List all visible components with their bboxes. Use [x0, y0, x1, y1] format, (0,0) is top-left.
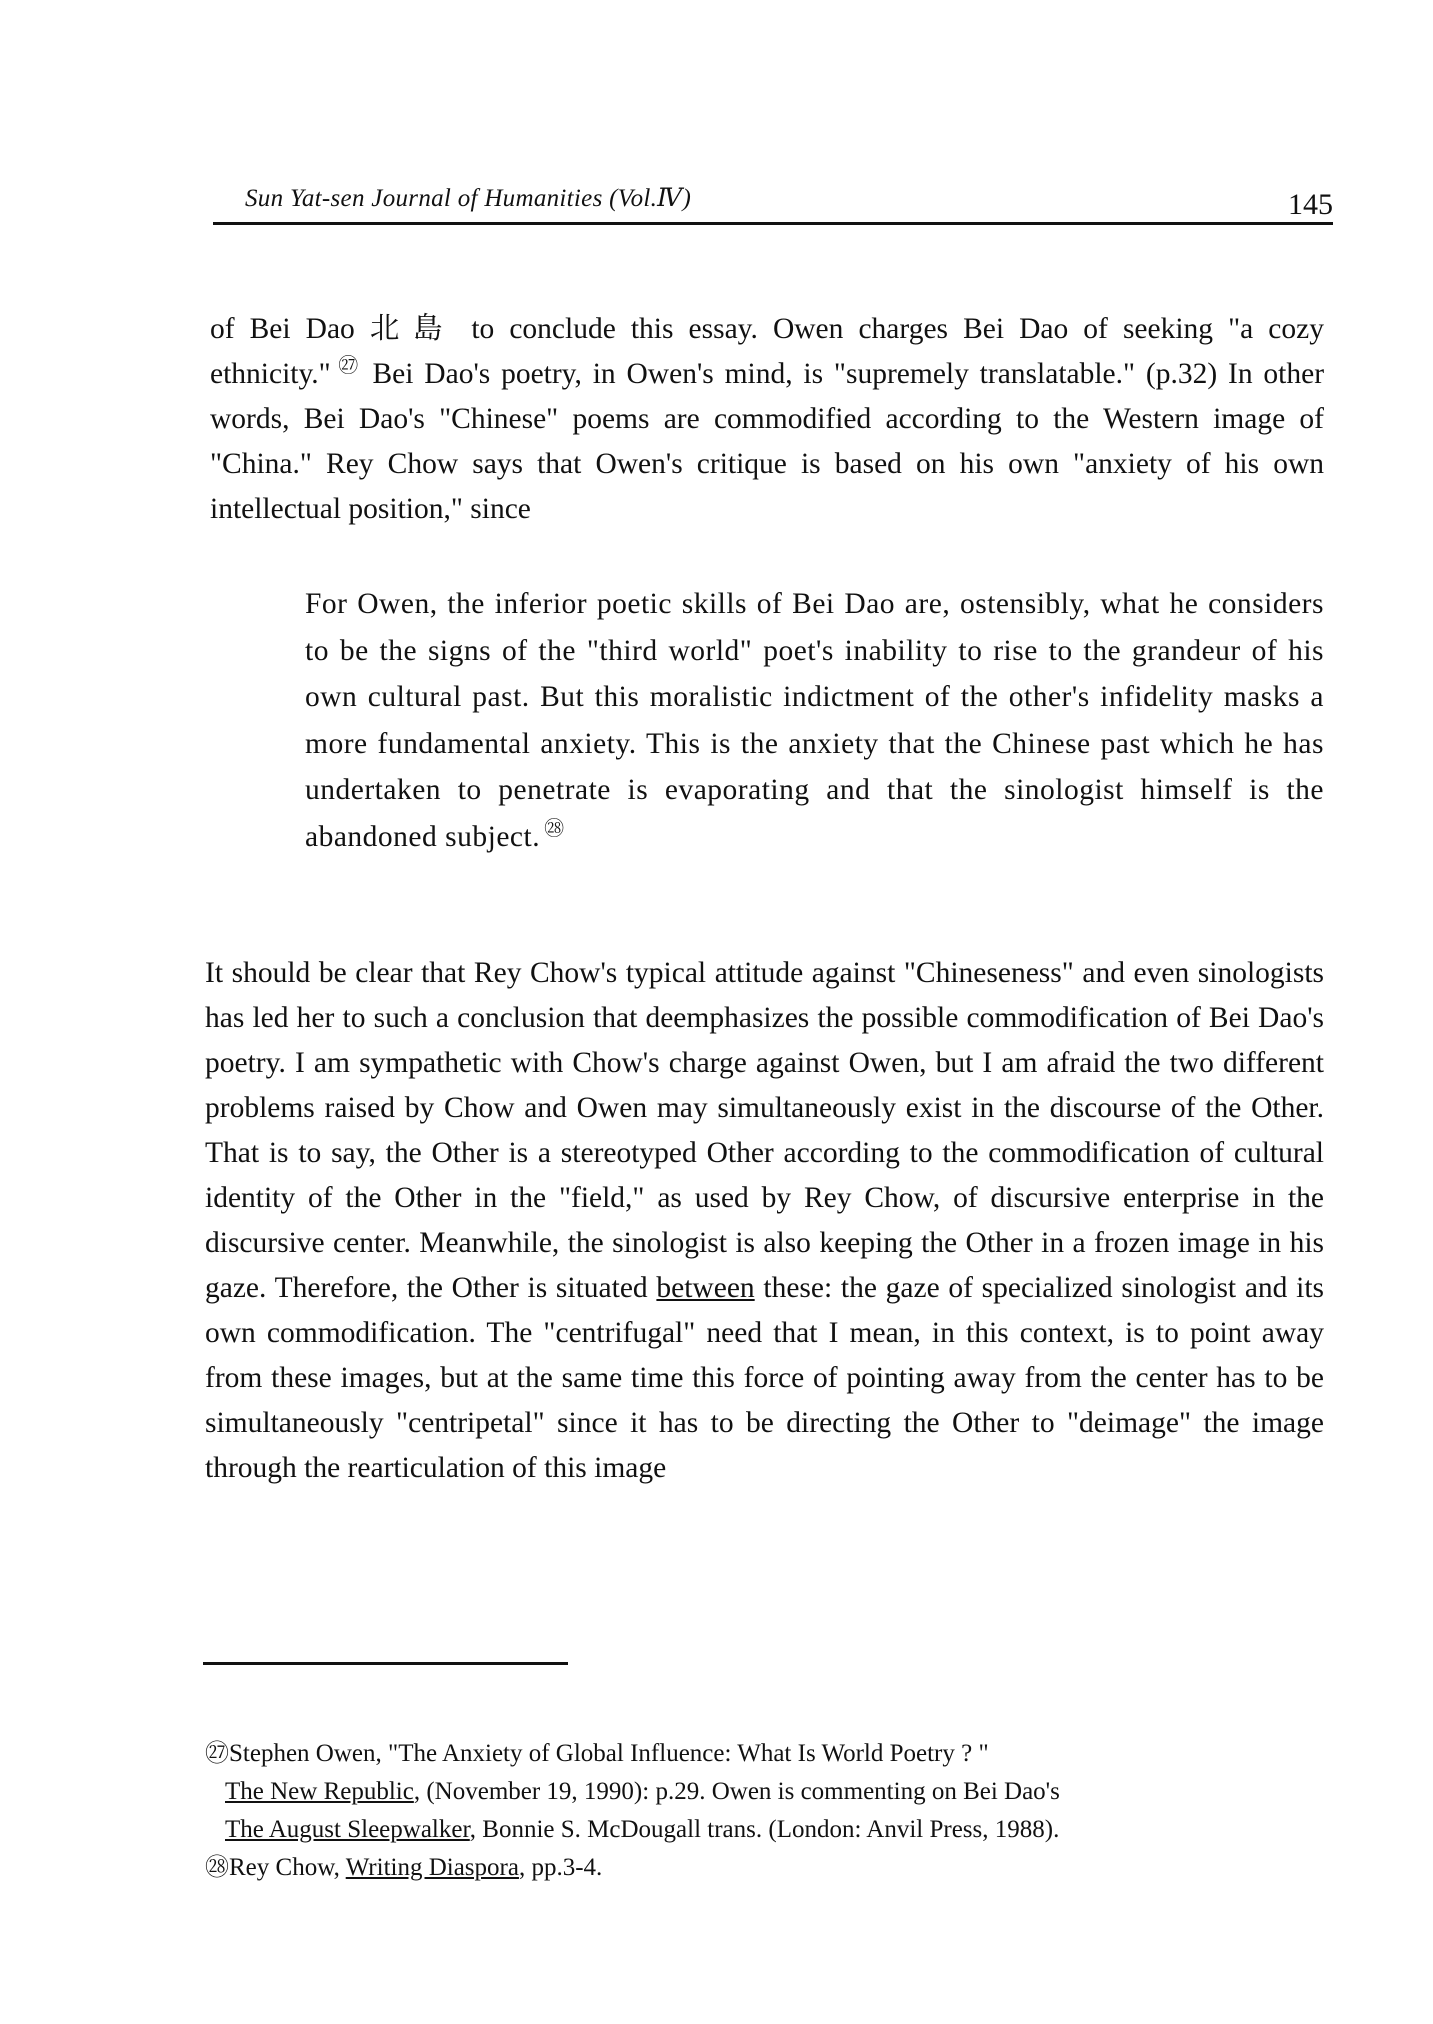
footnote-text: Rey Chow,	[229, 1854, 340, 1881]
cited-title: Writing Diaspora	[345, 1854, 519, 1881]
footnote-27	[205, 1735, 1325, 1773]
body-paragraph-2	[205, 951, 1324, 1491]
emphasis-underlined: between	[656, 1272, 755, 1304]
block-quote	[305, 581, 1324, 860]
footnote-text: , Bonnie S. McDougall trans. (London: Anvil Press, 1988).	[469, 1816, 1060, 1843]
footnote-divider	[203, 1662, 568, 1665]
footnote-text: , (November 19, 1990): p.29. Owen is commenting on Bei Dao's	[413, 1778, 1060, 1805]
cited-title: The August Sleepwalker	[225, 1816, 470, 1843]
text-span: It should be clear that Rey Chow's typical attitude against "Chineseness" and even sinologists has led her to such a conclusion that deemphasizes the possible commodification of Bei Dao's poetry. I am sympathetic with Chow's charge against Owen, but I am afraid the two different problems raised by Chow and Owen may simultaneously exist in the discourse of the Other. That is to say, the Other is a stereotyped Other according to the commodification of cultural identity of the Other in the "field," as used by Rey Chow, of discursive enterprise in the discursive center. Meanwhile, the sinologist is also keeping the Other in a frozen image in his gaze. Therefore, the Other is situated	[205, 957, 1324, 1304]
text-span: of Bei Dao	[210, 313, 355, 345]
footnote-mark: ㉗	[205, 1741, 229, 1767]
body-paragraph-1	[210, 307, 1324, 532]
text-span: these: the gaze of specialized sinologist and its own commodification. The "centrifugal" need that I mean, in this context, is to point away from these images, but at the same time this force of pointing away from the center has to be simultaneously "centripetal" since it has to be directing the Other to "deimage" the image through the rearticulation of this image	[205, 1272, 1324, 1484]
cjk-name: 北島	[369, 313, 457, 345]
text-span: Bei Dao's poetry, in Owen's mind, is "supremely translatable." (p.32) In other words, Bei Dao's "Chinese" poems are commodified according to the Western image of "China." Rey Chow says that Owen's critique is based on his own "anxiety of his own intellectual position," since	[210, 358, 1325, 525]
footnote-28	[205, 1849, 1325, 1887]
text-span: to conclude this essay. Owen charges Bei Dao of seeking "a cozy ethnicity."	[210, 313, 1324, 390]
running-header	[213, 178, 1333, 225]
footnotes	[205, 1735, 1325, 1887]
journal-title: Sun Yat-sen Journal of Humanities (Vol.Ⅳ)	[245, 185, 692, 212]
quote-text: For Owen, the inferior poetic skills of Bei Dao are, ostensibly, what he considers to be the signs of the "third world" poet's inability to rise to the grandeur of his own cultural past. But this moralistic indictment of the other's infidelity masks a more fundamental anxiety. This is the anxiety that the Chinese past which he has undertaken to penetrate is evaporating and that the sinologist himself is the abandoned subject.	[305, 588, 1324, 853]
footnote-text: Stephen Owen, "The Anxiety of Global Influence: What Is World Poetry ? "	[229, 1740, 989, 1767]
page-number: 145	[1288, 188, 1333, 221]
footnote-marker-27: ㉗	[334, 355, 362, 378]
cited-title: The New Republic	[225, 1778, 414, 1805]
footnote-text: , pp.3-4.	[518, 1854, 603, 1881]
footnote-mark: ㉘	[205, 1855, 229, 1881]
footnote-27-continued	[205, 1773, 1325, 1849]
footnote-marker-28: ㉘	[544, 817, 565, 840]
